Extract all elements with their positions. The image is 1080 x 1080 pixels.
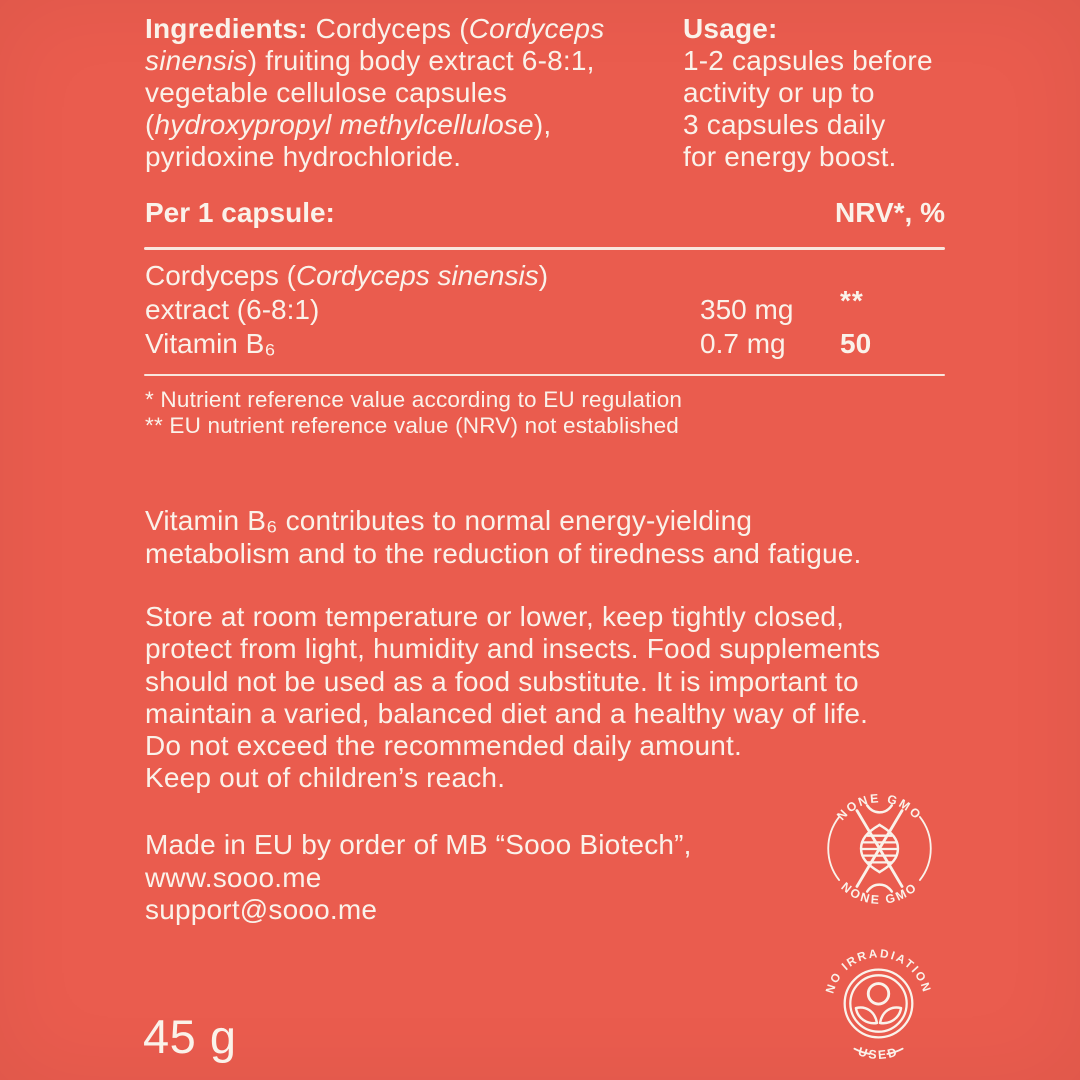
storage-instructions-text: Store at room temperature or lower, keep tightly closed, protect from light, humidity and insects. Food supplements should not be used as a food substitute. It is important to maintain a varied, balanced diet and a healthy way of life. Do not exceed the recommended daily amount. Keep out of children’s reach. (145, 601, 881, 794)
usage-text: 1-2 capsules before activity or up to 3 capsules daily for energy boost. (683, 45, 933, 172)
amount-column (700, 293, 793, 361)
ingredients-text: Ingredients: Cordyceps (Cordyceps sinensis) fruiting body extract 6-8:1, vegetable cellulose capsules (hydroxypropyl methylcellulose), pyridoxine hydrochloride. (145, 13, 605, 172)
irradiation-top-arc-text: NO IRRADIATION (823, 947, 934, 996)
nutrient-name-column (145, 259, 548, 361)
table-bottom-rule (144, 374, 945, 376)
nrv-column-label: NRV*, % (835, 197, 945, 228)
table-top-rule (144, 247, 945, 250)
none-gmo-badge-svg (818, 787, 941, 910)
dna-crossed-icon (857, 805, 902, 891)
vitamin-b6-nrv: 50 (840, 328, 872, 359)
vitamin-b6-amount: 0.7 mg (700, 328, 786, 359)
vitamin-b6-row-name: Vitamin B₆ (145, 328, 276, 359)
sprout-icon (845, 970, 913, 1038)
manufacturer-info: Made in EU by order of MB “Sooo Biotech”, www.sooo.me support@sooo.me (145, 829, 692, 925)
no-irradiation-badge (817, 942, 940, 1065)
cordyceps-row-name-line2: extract (6-8:1) (145, 294, 320, 325)
nutrition-table-header (145, 197, 945, 229)
ring-arc-right (920, 817, 931, 880)
cordyceps-nrv: ** (840, 285, 864, 316)
no-irradiation-badge-svg (817, 942, 940, 1065)
gmo-bottom-arc-text: NONE GMO (838, 879, 921, 908)
table-footnotes: * Nutrient reference value according to EU regulation ** EU nutrient reference value (NRV) not established (145, 387, 683, 438)
gmo-top-arc-text: NONE GMO (834, 791, 925, 824)
usage-section (683, 13, 958, 173)
cordyceps-row-name-line1: Cordyceps (Cordyceps sinensis) (145, 260, 549, 291)
usage-heading: Usage: (683, 13, 778, 44)
net-weight: 45 g (143, 1010, 237, 1063)
irradiation-bottom-arc-text: USED (856, 1044, 901, 1063)
benefit-claim-text: Vitamin B₆ contributes to normal energy-yielding metabolism and to the reduction of tiredness and fatigue. (145, 505, 862, 569)
per-capsule-label: Per 1 capsule: (145, 197, 335, 228)
ring-arc-left (828, 817, 839, 880)
nrv-column (840, 285, 872, 361)
cordyceps-amount: 350 mg (700, 294, 794, 325)
none-gmo-badge (818, 787, 941, 910)
